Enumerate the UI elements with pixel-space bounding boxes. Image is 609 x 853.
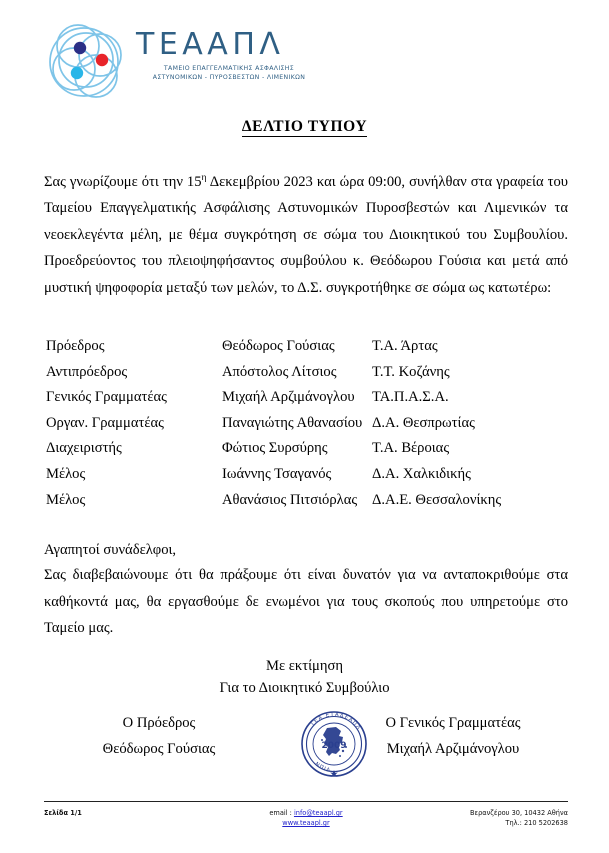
salutation: Αγαπητοί συνάδελφοι, [44,542,177,558]
table-row [46,440,570,466]
overlapping-circles-logo-icon [44,22,140,104]
signature-row [44,710,568,774]
date-ordinal-suffix: η [201,173,207,183]
letterhead [44,22,344,104]
member-name: Παναγιώτης Αθανασίου [222,414,363,431]
email-link[interactable]: info@teaapl.gr [293,809,343,817]
member-unit: Τ.Α. Άρτας [372,338,438,354]
signature-general-secretary [348,710,558,762]
table-row [46,415,570,441]
secretary-name: Μιχαήλ Αρζιμάνογλου [386,741,520,757]
member-name: Μιχαήλ Αρζιμάνογλου [222,389,355,406]
member-unit: ΤΑ.Π.Α.Σ.Α. [372,389,449,406]
intro-part-2: Δεκεμβρίου 2023 και ώρα 09:00, συνήλθαν στα γραφεία του Ταμείου Επαγγελματικής Ασφάλισης Αστυνομικών Πυροσβεστών και Λιμενικών τα νεοεκλεγέντα μέλη, με θέμα συγκρότηση σε σώμα του Διοικητικού του Συμβουλίου. Προεδρεύοντος του πλειοψηφήσαντος συμβούλου κ. Θεόδωρου Γούσια και μετά από μυστική ψηφοφορία μεταξύ των μελών, το Δ.Σ. συγκροτήθηκε σε σώμα ως κατωτέρω: [44,173,568,296]
footer-divider [44,801,568,802]
member-role: Διαχειριστής [46,440,122,457]
signature-president [54,710,264,762]
table-row [46,466,570,492]
brand-name: ΤΕΑΑΠΛ [136,27,285,62]
brand-subtitle [136,64,322,82]
president-role: Ο Πρόεδρος [122,715,196,731]
page-number: Σελίδα 1/1 [44,809,82,817]
member-name: Θεόδωρος Γούσιας [222,338,335,354]
brand-subtitle-line-2: ΑΣΤΥΝΟΜΙΚΩΝ - ΠΥΡΟΣΒΕΣΤΩΝ - ΛΙΜΕΝΙΚΩΝ [152,74,306,81]
president-name: Θεόδωρος Γούσιας [102,741,216,757]
member-name: Ιωάννης Τσαγανός [222,465,332,482]
footer-address-block [470,808,568,828]
table-row [46,364,570,390]
member-role: Αντιπρόεδρος [46,363,128,380]
member-role: Μέλος [46,465,86,482]
intro-part-1: Σας γνωρίζουμε ότι την 15 [44,173,202,190]
member-unit: Δ.Α.Ε. Θεσσαλονίκης [372,491,502,508]
address: Βερανζέρου 30, 10432 Αθήνα [470,809,568,817]
website-link[interactable]: www.teaapl.gr [282,819,330,827]
member-unit: Τ.Τ. Κοζάνης [372,363,450,380]
member-unit: Δ.Α. Θεσπρωτίας [372,414,475,431]
footer-website-line [206,818,406,828]
regards-line-1: Με εκτίμηση [266,658,343,674]
table-row [46,389,570,415]
member-role: Γενικός Γραμματέας [46,389,167,406]
seal-ring-text-bottom: ΝΠΙΔ [313,761,332,774]
regards-block [0,655,609,699]
member-role: Οργαν. Γραμματέας [46,414,164,431]
board-members-body [46,338,570,517]
footer-contact [206,808,406,828]
member-name: Αθανάσιος Πιτσιόρλας [222,491,358,508]
table-row [46,338,570,364]
email-label: email : [269,809,294,817]
seal-ring-text-top: ΤΕΑ ΕΤΑΔΕΑΠΛ [309,711,362,732]
member-name: Απόστολος Λίτσιος [222,363,337,380]
member-unit: Δ.Α. Χαλκιδικής [372,465,471,482]
regards-line-2: Για το Διοικητικό Συμβούλιο [219,680,390,696]
closing-paragraph: Σας διαβεβαιώνουμε ότι θα πράξουμε ότι είναι δυνατόν για να ανταποκριθούμε στα καθήκοντά μας, θα εργασθούμε δε ενωμένοι για τους σκοπούς που υπηρετούμε στο Ταμείο μας. [44,567,568,636]
member-role: Μέλος [46,491,86,508]
logo-wordmark-block [136,28,346,82]
member-unit: Τ.Α. Βέροιας [372,440,450,457]
member-role: Πρόεδρος [46,338,105,354]
member-name: Φώτιος Συρσύρης [222,440,328,457]
page-title-text: ΔΕΛΤΙΟ ΤΥΠΟΥ [241,118,368,135]
footer-email-line [206,808,406,818]
phone: Τηλ.: 210 5202638 [505,819,568,827]
board-members-table [46,338,570,517]
table-row [46,492,570,518]
secretary-role: Ο Γενικός Γραμματέας [385,715,521,731]
intro-paragraph [44,165,568,301]
brand-subtitle-line-1: ΤΑΜΕΙΟ ΕΠΑΓΓΕΛΜΑΤΙΚΗΣ ΑΣΦΑΛΙΣΗΣ [163,65,295,72]
page-title [0,118,609,136]
seal-year: 2009 [321,741,347,751]
footer [44,806,568,846]
